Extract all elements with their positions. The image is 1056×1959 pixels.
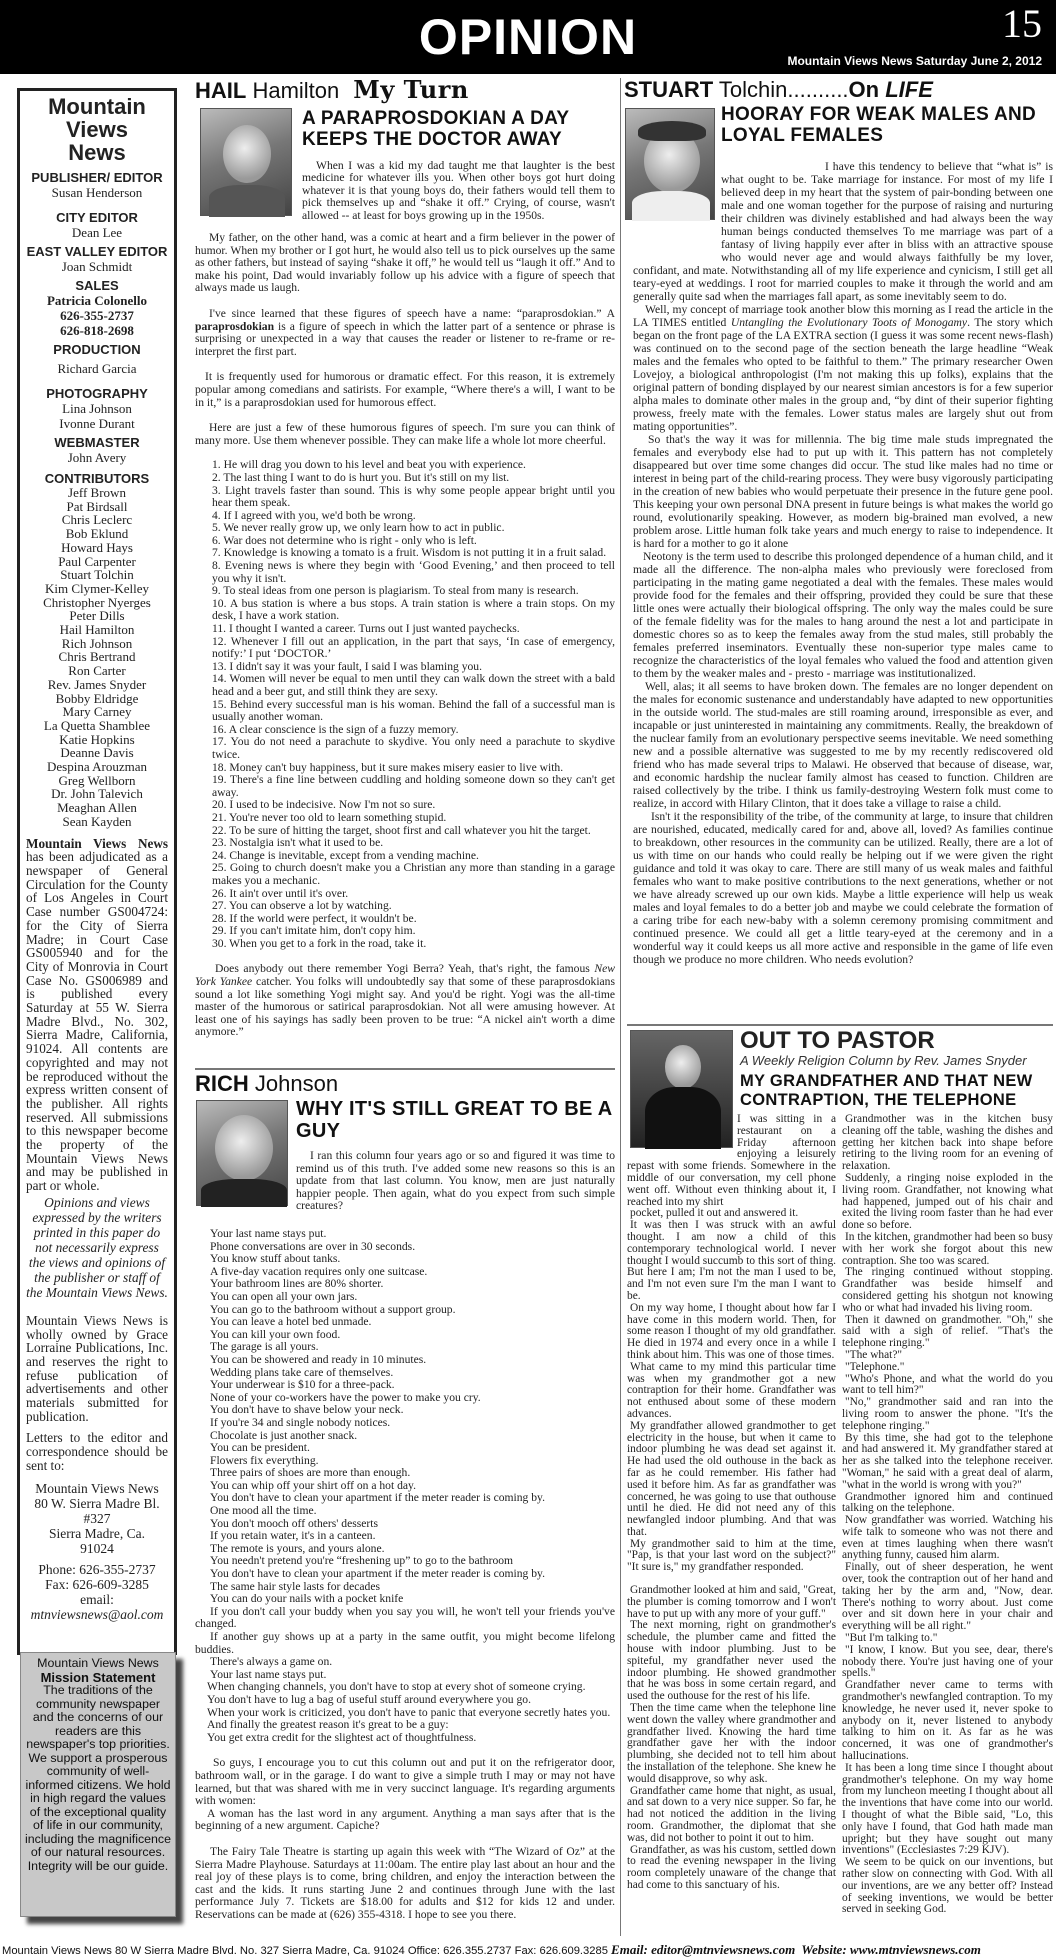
paper-name-line: Mountain: [48, 94, 146, 119]
list-item: Chris Leclerc: [61, 512, 133, 528]
column-divider: [620, 78, 621, 1936]
paragraph: It is frequently used for humorous or dramatic effect. For this reason, it is extremely popular among comedians and satirists. For example, “Where there's a will, I want to be in it,” is a paraprosdokian used for humorous effect.: [195, 370, 615, 409]
paragraph: "Telephone.": [845, 1360, 905, 1373]
list-item: Greg Wellborn: [58, 772, 136, 788]
list-item: Jeff Brown: [68, 485, 126, 500]
staff-phone: 626-355-2737: [60, 308, 134, 323]
list-item: Flowers fix everything.: [210, 1453, 319, 1467]
list-item: Deanne Davis: [60, 745, 134, 761]
divider: [195, 1068, 615, 1070]
text: . The story which began on the front page of the LA EXTRA section (I guess it was some recent news-flash) was continued on to the second page of the section beneath the large headline “Weak males and the females who opted to be faithful to them.” The primary researcher Owen Lovejoy, a biological anthropologist (I'm not making this up folks), explains that the original pattern of bonding displayed by our nearest simian ancestors is for a few superior alpha males to dominate other males in the group and, “by dint of their superior fighting prowess, freely mate with the females. Lower status males are largely shut out from mating opportunities”.: [633, 316, 1053, 433]
fax: Fax: 626-609-3285: [45, 1576, 149, 1592]
staff-box: [17, 88, 177, 1655]
paragraph: "The what?": [845, 1348, 903, 1361]
author-first: RICH: [195, 1071, 249, 1096]
list-item: Your last name stays put.: [210, 1227, 327, 1240]
column-title: OUT TO PASTOR: [740, 1027, 935, 1054]
staff-phone: 626-818-2698: [60, 323, 134, 338]
staff-name: Susan Henderson: [51, 185, 143, 200]
disclaimer: Opinions and views expressed by the writers printed in this paper do not necessarily express the views and opinions of the publisher or staff of the Mountain Views News.: [26, 1194, 168, 1300]
list-item: 5. We never really grow up, we only learn how to act in public.: [212, 521, 505, 535]
headline: HOORAY FOR WEAK MALES AND LOYAL FEMALES: [721, 104, 1037, 146]
list-item: You needn't pretend you're “freshening up” to go to the bathroom: [210, 1554, 514, 1568]
list-item: 19. There's a fine line between cuddling and holding someone down so they can't get away.: [212, 773, 615, 799]
list-item: If you don't call your buddy when you say you will, he won't tell your friends you've changed.: [195, 1604, 615, 1631]
legal-notice: [26, 837, 168, 1193]
mission-text: The traditions of the community newspaper and the concerns of our readers are this newspaper's top priorities. We support a prosperous community of well-informed citizens. We hold in high regard the values of the exceptional quality of life in our community, including the magnificence of our natural resources. Integrity will be our guide.: [24, 1683, 172, 1873]
list-item: Meaghan Allen: [57, 800, 137, 816]
list-item: Kim Clymer-Kelley: [44, 580, 150, 596]
list-item: And finally the greatest reason it's great to be a guy:: [207, 1718, 449, 1732]
author-first: STUART: [624, 77, 714, 102]
list-item: 30. When you get to a fork in the road, take it.: [212, 936, 427, 950]
list-item: 24. Change is inevitable, except from a vending machine.: [212, 848, 479, 862]
author-first: HAIL: [195, 78, 247, 103]
paragraph: We seem to be quick on our inventions, but rather slow on connecting with God. With all our inventions, are we any better off? Instead of seeking inventions, we would be better served in seeking God.: [842, 1856, 1053, 1916]
list-item: You can whip off your shirt off on a hot day.: [210, 1478, 416, 1492]
snyder-col-1: [627, 1114, 836, 1892]
list-item: If you retain water, it's in a canteen.: [210, 1529, 376, 1543]
hamilton-body: [195, 232, 615, 1039]
paragraph: A woman has the last word in any argument. Anything a man says after that is the beginning of a new argument. Capiche?: [195, 1806, 615, 1833]
list-item: Hail Hamilton: [59, 622, 135, 638]
article-title: Untangling the Evolutionary Toots of Monogamy: [730, 316, 968, 329]
reasons-wrapped: [195, 1681, 615, 1744]
staff-name: John Avery: [67, 450, 127, 465]
list-item: Rich Johnson: [61, 635, 133, 651]
role-label: CITY EDITOR: [56, 210, 138, 225]
footer-website-link[interactable]: Website: www.mtnviewsnews.com: [801, 1942, 981, 1957]
list-item: You don't mooch off others' desserts: [210, 1516, 378, 1530]
list-item: You can go to the bathroom without a support group.: [210, 1302, 456, 1316]
list-item: 27. You can observe a lot by watching.: [212, 899, 392, 913]
paragraph: What came to my mind this particular time was when my grandmother got a new contraption for their home. Grandfather was not enthused about some of these modern advances.: [627, 1360, 836, 1420]
reasons-list: [195, 1228, 615, 1606]
list-item: Bob Eklund: [65, 526, 129, 542]
tolchin-column: [624, 78, 1054, 102]
mission-title: Mission Statement: [40, 1669, 156, 1685]
masthead: [0, 0, 1056, 74]
text: I've since learned that these figures of speech have a name: “paraprosdokian.” A: [209, 306, 615, 320]
letters-notice: Letters to the editor and correspondence should be sent to:: [26, 1430, 168, 1473]
address-line: 80 W. Sierra Madre Bl.: [34, 1495, 160, 1511]
footer-address: Mountain Views News 80 W Sierra Madre Blvd. No. 327 Sierra Madre, Ca. 91024 Office: 626.355.2737 Fax: 626.609.3285: [2, 1945, 612, 1957]
column-name: My Turn: [353, 75, 469, 104]
list-item: 22. To be sure of hitting the target, shoot first and call whatever you hit the target.: [212, 823, 591, 837]
role-label: EAST VALLEY EDITOR: [26, 244, 168, 259]
column-text: [627, 1114, 836, 1892]
johnson-headline-block: [296, 1098, 615, 1213]
staff-name: Patricia Colonello: [46, 293, 147, 308]
paragraph: Now grandfather was worried. Watching his wife talk to someone who was not there and even at times laughing when there wasn't anything funny, caused him alarm.: [842, 1514, 1053, 1562]
ownership-notice: Mountain Views News is wholly owned by Grace Lorraine Publications, Inc. and reserves the right to refuse publication of advertisements and other materials submitted for publication.: [26, 1312, 168, 1424]
address-line: 91024: [80, 1540, 114, 1556]
paragraph: Grandmother was in the kitchen busy cleaning off the table, washing the dishes and getting her kitchen back into shape before retiring to the living room for an evening of relaxation.: [842, 1113, 1053, 1173]
text: Does anybody out there remember Yogi Berra? Yeah, that's right, the famous: [215, 962, 595, 976]
byline: [195, 75, 617, 104]
snyder-col-2: [842, 1114, 1053, 1916]
footer-email-link[interactable]: Email: editor@mtnviewsnews.com: [611, 1942, 796, 1957]
list-item: If another guy shows up at a party in the same outfit, you might become lifelong buddies.: [195, 1630, 615, 1656]
reasons-list: [195, 1656, 615, 1681]
staff-name: Richard Garcia: [57, 361, 137, 376]
list-item: One mood all the time.: [210, 1504, 317, 1518]
paragraph: Grandfather never came to terms with grandmother's newfangled contraption. To my knowledge, he never used it, never spoke to anybody on it, never listened to anybody talking to him on it. As far as he was concerned, it was one of grandmother's hallucinations.: [842, 1679, 1053, 1763]
paragraph: Grandfather came home that night, as usual, and sat down to a very nice supper. So far, he had not noticed the addition in the living room. Grandmother, the diplomat that she was, did not bother to point it out to him.: [627, 1784, 836, 1844]
paragraph: Finally, out of sheer desperation, he went over, took the contraption out of her hand and taking her by the arm and, "Now, dear. There's nothing to worry about. Just come over and sit down here in your chair and everything will be all right.": [842, 1561, 1053, 1633]
paragraph: The ringing continued without stopping. Grandfather was beside himself and considered getting his shotgun not knowing who or what had invaded his living room.: [842, 1266, 1053, 1314]
list-item: Paul Carpenter: [58, 553, 136, 569]
list-item: 15. Behind every successful man is his woman. Behind the fall of a successful man is usually another woman.: [212, 697, 615, 724]
address-line: #327: [83, 1510, 111, 1526]
paragraph: [195, 308, 615, 358]
list-item: 16. A clear conscience is the sign of a fuzzy memory.: [212, 722, 459, 736]
list-item: 14. Women will never be equal to men until they can walk down the street with a bald head and a beer gut, and still think they are sexy.: [212, 672, 615, 698]
role-label: WEBMASTER: [54, 435, 140, 450]
role-label: PRODUCTION: [53, 342, 141, 357]
list-item: You know stuff about tanks.: [210, 1252, 341, 1266]
hamilton-column: [195, 75, 617, 104]
list-item: The garage is all yours.: [210, 1340, 319, 1354]
address-line: Mountain Views News: [35, 1480, 159, 1496]
list-item: 1. He will drag you down to his level and beat you with experience.: [212, 458, 526, 472]
list-item: 23. Nostalgia isn't what it used to be.: [212, 836, 384, 850]
list-item: Wedding plans take care of themselves.: [210, 1365, 394, 1379]
list-item: When changing channels, you don't have to stop at every shot of someone crying.: [207, 1680, 586, 1694]
list-item: 21. You're never too old to learn something stupid.: [212, 810, 447, 824]
paragraph: Grandmother ignored him and continued talking on the telephone.: [842, 1490, 1053, 1515]
list-item: La Quetta Shamblee: [43, 717, 151, 733]
text: Well, my concept of marriage took another blow this morning as I read the article in the LA TIMES entitled: [633, 303, 1053, 329]
email-link[interactable]: mtnviewsnews@aol.com: [30, 1606, 164, 1622]
list-item: Peter Dills: [69, 608, 125, 624]
list-item: 10. A bus station is where a bus stops. A train station is where a train stops. On my desk, I have a work station.: [212, 596, 615, 623]
paragraph: So guys, I encourage you to cut this column out and put it on the refrigerator door, bathroom wall, or in the garage. I do want to give a simple truth I may or may not have learned, but that was shared with me in very succinct language. It's regarding arguments with women:: [195, 1756, 615, 1808]
list-item: You can be showered and ready in 10 minutes.: [210, 1352, 427, 1366]
list-item: Despina Arouzman: [46, 759, 147, 775]
team-name: New York Yankee: [195, 962, 615, 989]
paragraph: When I was a kid my dad taught me that laughter is the best medicine for whatever ills you. When other boys got hurt doing whatever it is that young boys do, their fathers would tell them to pick themselves up and “shake it off.” Crying, of course, wasn't allowed -- at least for boys growing up in the 1950s.: [302, 159, 615, 222]
headline: WHY IT'S STILL GREAT TO BE A GUY: [296, 1098, 612, 1142]
role-label: SALES: [75, 278, 119, 293]
author-last: Tolchin..........: [713, 77, 849, 102]
reasons-wrapped: [195, 1606, 615, 1656]
list-item: Three pairs of shoes are more than enough.: [210, 1466, 411, 1480]
paragraph: So that's the way it was for millennia. The big time male studs impregnated the females and everybody else had to put up with it. This pattern has not completely disappeared but over time some changes did occur. The stud like males had no time or interest in being part of the child-rearing process. They were busy vigorously participating in the creation of new babies who would perpetuate their presence in the future gene pool. This keeping your own personal DNA present in future beings is what makes the world go round, evolutionarily speaking. However, as modern big-brained man evolved, a new problem arose. Little human folk take years and much energy to raise to independence. It is hard for a mother to go it alone: [633, 433, 1053, 550]
list-item: Mary Carney: [62, 704, 132, 720]
list-item: The same hair style lasts for decades: [210, 1579, 380, 1593]
paragraph: On my way home, I thought about how far I have come in this modern world. Then, for some reason I thought of my old grandfather. He died in 1974 and every once in a while I think about him. This was one of those times.: [627, 1301, 836, 1361]
byline: [195, 1072, 615, 1096]
role-label: PUBLISHER/ EDITOR: [31, 170, 163, 185]
list-item: 6. War does not determine who is right - only who is left.: [212, 533, 477, 547]
paragraph: [633, 303, 1053, 433]
email-label: email:: [80, 1591, 114, 1607]
list-item: Your bathroom lines are 80% shorter.: [210, 1277, 384, 1291]
byline: [624, 78, 1054, 102]
paragraph: It was then I was struck with an awful thought. I am now a child of this contemporary technological world. I never thought I would succumb to this sort of thing. But here I am; I'm not the man I used to be, and I'm not even sure I'm the man I want to be.: [627, 1219, 836, 1302]
list-item: 11. I thought I wanted a career. Turns out I just wanted paychecks.: [212, 622, 520, 636]
list-item: Your last name stays put.: [210, 1667, 327, 1681]
text: is a figure of speech in which the latter part of a sentence or phrase is surprising or unexpected in a way that causes the reader or listener to re-frame or re-interpret the first part.: [195, 319, 615, 358]
legal-text: has been adjudicated as a newspaper of General Circulation for the County of Los Angeles in Court Case number GS004724: for the City of Sierra Madre; in Court Case GS005940 and for the City of Monrovia in Court Case No. GS006989 and is published every Saturday at 55 W. Sierra Madre Blvd., No. 302, Sierra Madre, California, 91024. All contents are copyrighted and may not be reproduced without the express written consent of the publisher. All rights reserved. All submissions to this newspaper become the property of the Mountain Views News and may be published in part or whole.: [26, 849, 168, 1194]
paragraph: [195, 963, 615, 1039]
list-item: You don't have to shave below your neck.: [210, 1403, 404, 1417]
paper-name-line: Views: [66, 117, 128, 142]
page-number: 15: [1002, 1, 1042, 46]
list-item: 28. If the world were perfect, it wouldn't be.: [212, 911, 417, 925]
list-item: When your work is criticized, you don't have to panic that everyone secretly hates you.: [207, 1705, 611, 1719]
staff-name: Dean Lee: [71, 225, 123, 240]
paragraph: Suddenly, a ringing noise exploded in the living room. Grandfather, not knowing what had happened, jumped out of his chair and exited the living room faster than he had ever done so before.: [842, 1171, 1053, 1232]
list-item: 26. It ain't over until it's over.: [212, 886, 349, 900]
list-item: 13. I didn't say it was your fault, I said I was blaming you.: [212, 659, 482, 673]
list-item: You don't have to clean your apartment if the meter reader is coming by.: [210, 1491, 545, 1505]
list-item: A five-day vacation requires only one suitcase.: [210, 1264, 428, 1278]
section-title: OPINION: [418, 9, 638, 65]
list-item: Sean Kayden: [62, 813, 132, 829]
paraprosdokian-list: [195, 459, 615, 950]
paragraph: Then the time came when the telephone line went down the valley where grandmother and grandfather lived. Knowing the hard time grandfather gave her with the indoor plumbing, she decided not to tell him about the installation of the telephone. She knew he would disapprove, so why ask.: [627, 1702, 836, 1785]
paragraph: Isn't it the responsibility of the tribe, of the community at large, to insure that children are nourished, educated, medically cared for and, above all, loved? As families continue to breakdown, other resources in the community can be utilized. Really, there are a lot of us with time on our hands who could really be helping out if we were given the right guidance and told it was okay to care. There are still many of us weak males and faithful females who want to make positive contributions to the next generations, whether or not we have already screwed up our own kids. Maybe a little experience will help us weak males and loyal females to do a better job and maybe we could celebrate the formation of a caring tribe for each new-baby with a solemn ceremony promising commitment and continued presence. We could all get a little teary-eyed at the ceremony and in a wonderful way it could keeps us all more active and responsible in the game of life even though we produce no more children. Who needs evolution?: [633, 810, 1053, 966]
paragraph: I ran this column four years ago or so and figured it was time to remind us of this truth. I've added some new reasons so this is an update from that last column. You know, men are just naturally happier people. Then again, what do you expect from such simple creatures?: [296, 1149, 615, 1213]
paragraph: "Who's Phone, and what the world do you want to tell him?": [842, 1372, 1053, 1397]
list-item: You can leave a hotel bed unmade.: [210, 1315, 372, 1329]
paragraph: pocket, pulled it out and answered it.: [630, 1207, 799, 1220]
column-on: On: [848, 77, 886, 102]
role-label: PHOTOGRAPHY: [46, 386, 148, 401]
paragraph: "But I'm talking to.": [845, 1632, 938, 1645]
list-item: Phone conversations are over in 30 seconds.: [210, 1239, 416, 1253]
address-line: Sierra Madre, Ca.: [49, 1525, 145, 1541]
list-item: 9. To steal ideas from one person is plagiarism. To steal from many is research.: [212, 584, 579, 598]
text: catcher. You folks will undoubtedly say that some of these paraprosdokians sound a lot like something Yogi might say. And you'd be right. Yogi was the all-time master of the humorous or satirical paraprosdokian. Not all were amusing however. At least one of his sayings has sadly been proven to be true: “A nickel ain't worth a dime anymore.”: [195, 975, 615, 1039]
author-photo-hamilton: [200, 108, 292, 216]
paragraph: "I know, I know. But you see, dear, there's nobody there. You're just having one of your spells.": [842, 1643, 1053, 1680]
list-item: 20. I used to be indecisive. Now I'm not so sure.: [212, 798, 436, 812]
paragraph: The Fairy Tale Theatre is starting up again this week with “The Wizard of Oz” at the Sierra Madre Playhouse. Saturdays at 11:00am. The entire play last about an hour and the real joy of these plays is to come, bring children, and enjoy the interaction between the cast and the kids. It runs starting June 2 and continues through June with the last performance July 7. Tickets are $18.00 for adults and $12 for kids 12 and under. Reservations can be made at (626) 355-4318. I hope to see you there.: [195, 1844, 615, 1921]
list-item: 17. You do not need a parachute to skydive. You only need a parachute to skydive twice.: [212, 735, 615, 761]
paragraph: Then it dawned on grandmother. "Oh," she said with a sigh of relief. "That's the telephone ringing.": [842, 1313, 1053, 1350]
headline: MY GRANDFATHER AND THAT NEW CONTRAPTION, THE TELEPHONE: [740, 1072, 1033, 1109]
snyder-header: [740, 1028, 1053, 1110]
list-item: 3. Light travels faster than sound. This is why some people appear bright until you hear them speak.: [212, 483, 615, 510]
list-item: You can be president.: [210, 1441, 310, 1455]
list-item: Chris Bertrand: [58, 649, 136, 665]
hamilton-headline-block: [302, 108, 615, 222]
paragraph: [633, 160, 1053, 303]
headline: A PARAPROSDOKIAN A DAY KEEPS THE DOCTOR AWAY: [302, 108, 570, 150]
paragraph: Well, alas; it all seems to have broken down. The females are no longer dependent on the males for economic sustenance and understandably have adapted to new opportunities in the outside world. The stud-males are still roaming around, irresponsible as ever, and incapable or just uninterested in maintaining any commitments. Really, the breakdown of the nuclear family from an evolutionary perspective seems inevitable. We need something new and a possible alternative was suggested to me by my recently rediscovered old friend who has made several trips to Malawi. He observed that because of disease, war, and economic hardship the nuclear family almost has ceased to function. Children are raised collectively by the tribe. I think us family-destroying Western folk must come to realize, in accord with Hilary Clinton, that it does take a village to raise a child.: [633, 680, 1053, 810]
list-item: 18. Money can't buy happiness, but it sure makes misery easier to live with.: [212, 760, 564, 774]
divider: [627, 1024, 1053, 1026]
list-item: You get extra credit for the slightest act of thoughtfulness.: [207, 1730, 477, 1744]
paragraph: The next morning, right on grandmother's schedule, the plumber came and fitted the house with indoor plumbing. Just to be spiteful, my grandfather never used the indoor plumbing. He showed grandmother that he was boss in some certain regard, and used the outhouse for the rest of his life.: [627, 1619, 836, 1703]
list-item: Stuart Tolchin: [60, 567, 134, 583]
list-item: 12. Whenever I fill out an application, in the part that says, ‘In case of emergency, notify:’ I put ‘DOCTOR.’: [212, 634, 615, 661]
phone: Phone: 626-355-2737: [38, 1561, 156, 1577]
list-item: Christopher Nyerges: [43, 594, 151, 610]
role-label: CONTRIBUTORS: [44, 471, 150, 486]
author-last: Johnson: [248, 1071, 339, 1096]
legal-paper-name: Mountain Views News: [26, 835, 168, 851]
text: I have this tendency to believe that “what is” is what ought to be. Take marriage for instance. For most of my life I believed deep in my heart that the system of pair-bonding between one male and one woman together for the purpose of raising and nurturing their children was divinely established and had always been the way human beings conducted themselves To me marriage was part of a fantasy of living happily ever after in bliss with an attractive spouse who would never age and would always faithfully be my lover, confidant, and mate. Notwithstanding all of my life experience and cynicism, I still get all teary-eyed at weddings. I root for married couples to make it through the world and am generally quite sad when the marriages fall apart, as some inevitably seem to do.: [633, 160, 1053, 303]
staff-name: Joan Schmidt: [61, 259, 133, 274]
list-item: Katie Hopkins: [59, 731, 135, 747]
paragraph: It has been a long time since I thought about grandmother's telephone. On my way home from my luncheon meeting I thought about all the inventions that have come into our world. I thought of what the Bible said, "Lo, this only have I found, that God hath made man upright; but they have sought out many inventions" (Ecclesiastes 7:29 KJV).: [842, 1761, 1053, 1857]
paragraph: Here are just a few of these humorous figures of speech. I'm sure you can think of many more. Use them whenever possible. They can make life a whole lot more cheerful.: [195, 421, 615, 447]
list-item: Pat Birdsall: [66, 498, 128, 514]
list-item: 7. Knowledge is knowing a tomato is a fruit. Wisdom is not putting it in a fruit salad.: [212, 546, 607, 560]
list-item: You don't have to clean your apartment if the meter reader is coming by.: [210, 1567, 545, 1581]
mission-paper-name: Mountain Views News: [37, 1656, 159, 1670]
contributors-list: [26, 486, 168, 829]
paragraph: By this time, she had got to the telephone and had answered it. My grandfather stared at her as she talked into the telephone receiver. "Woman," he said with a great deal of alarm, "what in the world is wrong with you?": [842, 1431, 1053, 1491]
list-item: 4. If I agreed with you, we'd both be wrong.: [212, 508, 416, 522]
mailing-address: [26, 1481, 168, 1556]
column-life: LIFE: [885, 77, 933, 102]
paragraph: My grandfather allowed grandmother to get electricity in the house, but when it came to indoor plumbing he was dead set against it. He had used the old outhouse in the back as far as he could remember. His father had used it before him. As far as grandfather was concerned, he was going to use that outhouse until he died. He did not need any of this newfangled indoor plumbing. And that was that.: [627, 1419, 836, 1538]
staff-name: Lina Johnson: [62, 401, 132, 416]
column-text: [842, 1114, 1053, 1916]
paragraph: My father, on the other hand, was a comic at heart and a firm believer in the power of humor. When my brother or I got hurt, he would also tell us to pick ourselves up the same as other fathers, but instead of saying “shake it off,” he would tell us “laugh it off.” And to make his point, Dad would invariably follow up his advice with a figure of speech that always made us laugh.: [195, 231, 615, 295]
list-item: None of your co-workers have the power to make you cry.: [210, 1390, 481, 1404]
list-item: 8. Evening news is where they begin with ‘Good Evening,’ and then proceed to tell you why it isn't.: [212, 559, 615, 585]
johnson-column: [195, 1072, 615, 1096]
paragraph: I was sitting in a restaurant on a Friday afternoon enjoying a leisurely repast with some friends. Somewhere in the middle of our conversation, my cell phone went off. Without even thinking about it, I reached into my shirt: [627, 1113, 836, 1208]
paragraph: My grandmother said to him at the time, "Pap, is that your last word on the subject?" "It sure is," my grandfather responded.: [627, 1537, 836, 1574]
list-item: Ron Carter: [68, 663, 126, 679]
paragraph: In the kitchen, grandmother had been so busy with her work she forgot about this new contraption. She too was scared.: [842, 1230, 1053, 1267]
johnson-body: [195, 1228, 615, 1921]
author-last: Hamilton: [246, 78, 340, 103]
paragraph: Grandmother looked at him and said, "Great, the plumber is coming tomorrow and I won't have to put up with any more of your guff.": [627, 1584, 836, 1620]
list-item: Your underwear is $10 for a three-pack.: [210, 1378, 395, 1392]
term: paraprosdokian: [195, 319, 275, 333]
dateline: Mountain Views News Saturday June 2, 2012: [787, 54, 1042, 68]
list-item: There's always a game on.: [210, 1655, 333, 1669]
list-item: 29. If you can't imitate him, don't copy him.: [212, 924, 416, 938]
list-item: You don't have to lug a bag of useful stuff around everywhere you go.: [207, 1692, 531, 1706]
list-item: You can kill your own food.: [210, 1327, 341, 1341]
paper-name: [26, 95, 168, 164]
list-item: Chocolate is just another snack.: [210, 1428, 358, 1442]
list-item: Dr. John Talevich: [51, 786, 143, 802]
tolchin-body: [633, 160, 1053, 966]
column-subtitle: A Weekly Religion Column by Rev. James Snyder: [740, 1053, 1027, 1068]
list-item: Howard Hays: [61, 539, 133, 555]
list-item: If you're 34 and single nobody notices.: [210, 1415, 391, 1429]
page-footer: [0, 1941, 1056, 1959]
paragraph: Grandfather, as was his custom, settled down to read the evening newspaper in the living room completely unaware of the change that had come to this sanctuary of his.: [627, 1843, 836, 1891]
author-photo-johnson: [196, 1100, 288, 1206]
list-item: The remote is yours, and yours alone.: [210, 1541, 385, 1555]
contact-info: [26, 1562, 168, 1622]
staff-name: Ivonne Durant: [59, 416, 135, 431]
paper-name-line: News: [68, 140, 126, 165]
mission-statement-box: [20, 1652, 176, 1917]
list-item: You can do your nails with a pocket knife: [210, 1592, 404, 1606]
list-item: 2. The last thing I want to do is hurt you. But it's still on my list.: [212, 470, 510, 484]
list-item: 25. Going to church doesn't make you a Christian any more than standing in a garage makes you a mechanic.: [212, 861, 615, 887]
list-item: You can open all your own jars.: [210, 1289, 358, 1303]
list-item: Rev. James Snyder: [47, 676, 147, 692]
tolchin-headline-block: [721, 104, 1053, 146]
list-item: Bobby Eldridge: [55, 690, 139, 706]
paragraph: Neotony is the term used to describe this prolonged dependence of a human child, and it made all the difference. The non-alpha males who previously were foreclosed from participating in the mating game negotiated a deal with the females. These males would provide food for the females and their offspring, provided they could be sure that these little ones were actually their biological offspring. The only way the males could be sure of the female fidelity was for the males to hang around the nest a lot and participate in domestic chores so as to keep the females away from the stud males, still probably the females preferred inseminators. Eventually these non-superior type males came to recognize the characteristics of the loyal females who valued the food and attention given to them by the weaker males and - presto - marriage was institutionalized.: [633, 550, 1053, 680]
paragraph: "No," grandmother said and ran into the living room to answer the phone. "It's the telephone ringing.": [842, 1396, 1053, 1432]
